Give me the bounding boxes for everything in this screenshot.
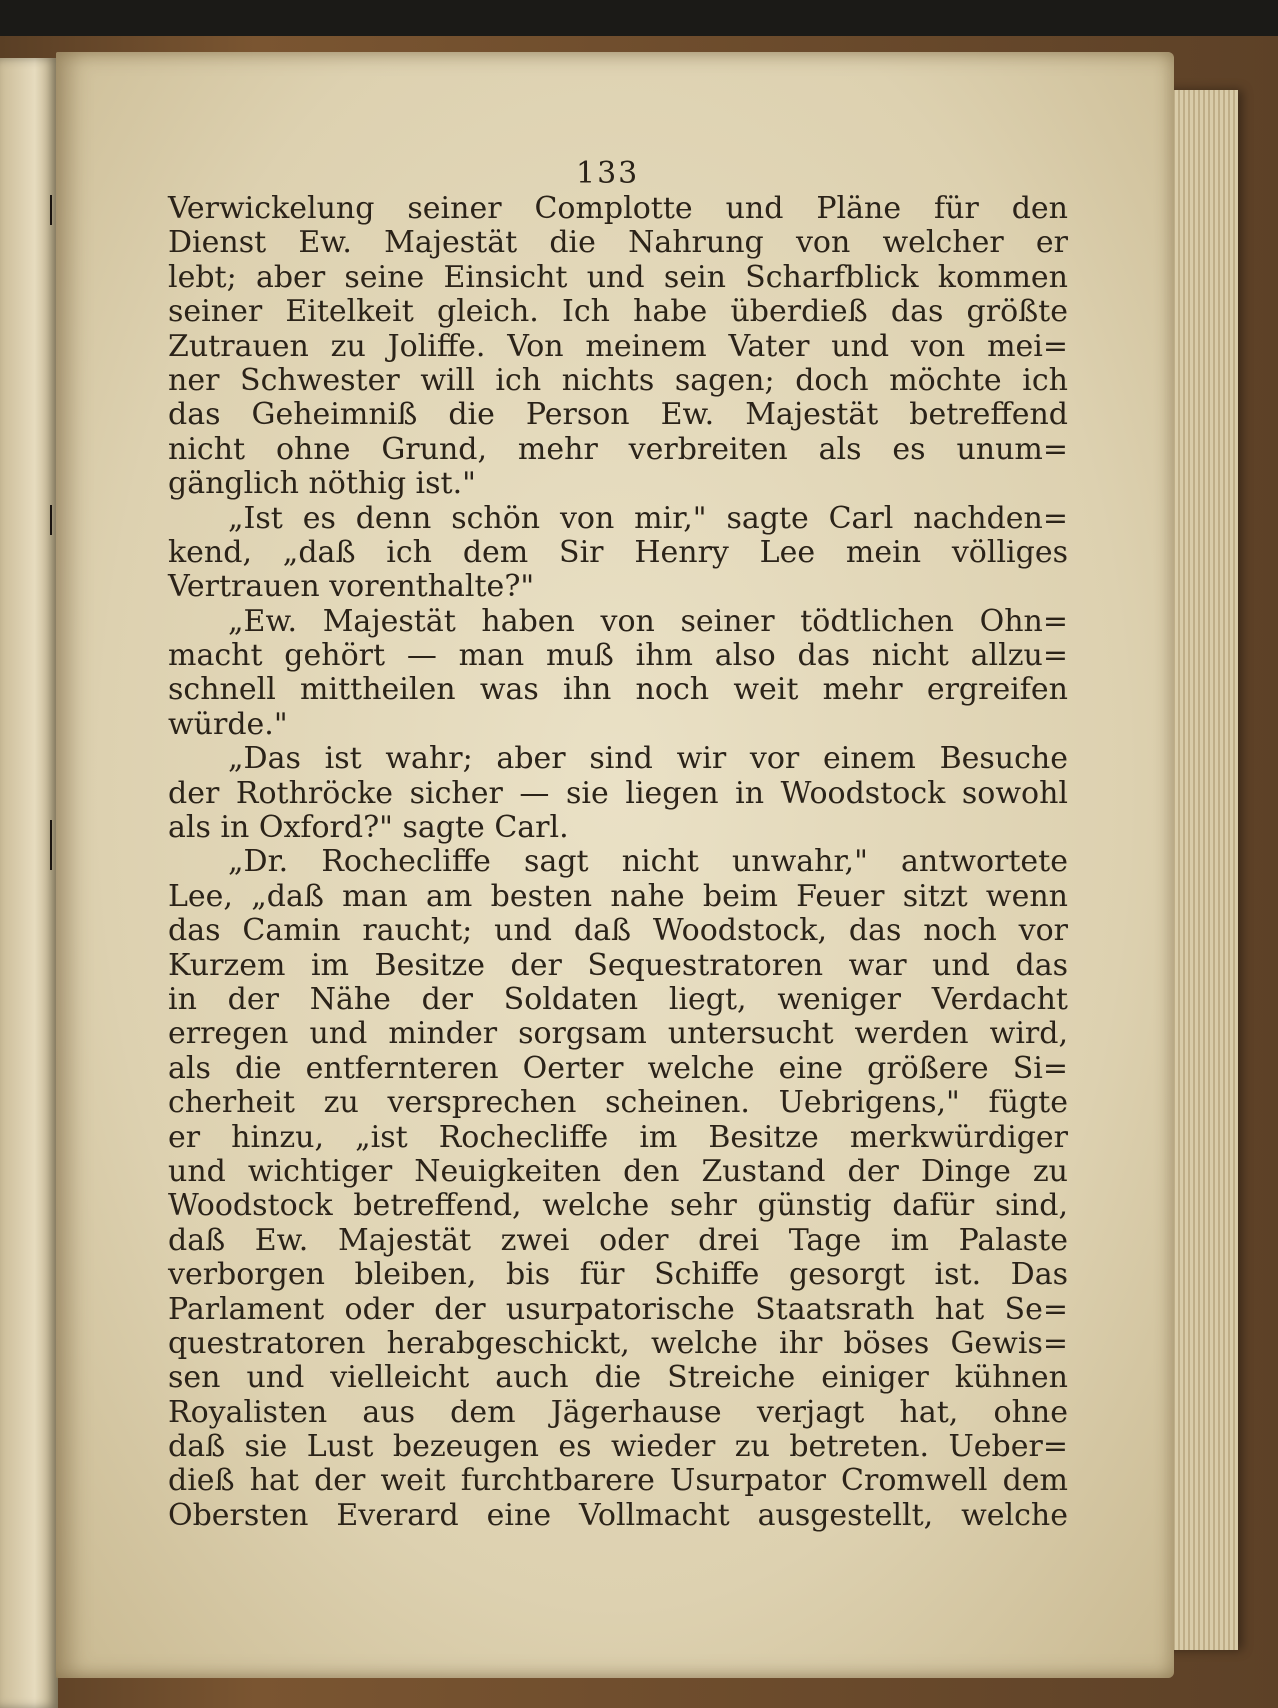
page-text — [168, 192, 1068, 1533]
text-line: Kurzem im Besitze der Sequestratoren war und das — [168, 947, 1068, 983]
text-line: macht gehört — man muß ihm also das nicht allzu= — [168, 638, 1068, 674]
margin-mark — [50, 195, 52, 225]
text-line: als in Oxford?" sagte Carl. — [168, 810, 569, 846]
margin-mark — [50, 505, 52, 535]
text-line: Vertrauen vorenthalte?" — [168, 569, 535, 605]
text-line: ner Schwester will ich nichts sagen; doch möchte ich — [168, 362, 1068, 398]
text-line: daß sie Lust bezeugen es wieder zu betreten. Ueber= — [168, 1429, 1068, 1465]
text-line: nicht ohne Grund, mehr verbreiten als es unum= — [168, 431, 1068, 467]
text-line: als die entfernteren Oerter welche eine größere Si= — [168, 1050, 1068, 1086]
text-line: Woodstock betreffend, welche sehr günstig dafür sind, — [168, 1188, 1068, 1224]
text-line: kend, „daß ich dem Sir Henry Lee mein völliges — [168, 534, 1068, 570]
text-line: Parlament oder der usurpatorische Staatsrath hat Se= — [168, 1291, 1068, 1327]
text-line: „Ew. Majestät haben von seiner tödtlichen Ohn= — [228, 603, 1068, 639]
text-line: Obersten Everard eine Vollmacht ausgestellt, welche — [168, 1497, 1068, 1533]
text-line: Lee, „daß man am besten nahe beim Feuer sitzt wenn — [168, 878, 1068, 914]
text-line: das Camin raucht; und daß Woodstock, das noch vor — [168, 913, 1068, 949]
text-line: cherheit zu versprechen scheinen. Uebrigens," fügte — [168, 1085, 1068, 1121]
text-line: Verwickelung seiner Complotte und Pläne für den — [168, 191, 1068, 226]
margin-mark — [50, 820, 52, 870]
text-line: Dienst Ew. Majestät die Nahrung von welcher er — [168, 225, 1068, 261]
text-line: Zutrauen zu Joliffe. Von meinem Vater und von mei= — [168, 328, 1068, 364]
text-line: „Dr. Rochecliffe sagt nicht unwahr," antwortete — [228, 844, 1068, 880]
text-line: sen und vielleicht auch die Streiche einiger kühnen — [168, 1360, 1068, 1396]
text-line: würde." — [168, 706, 288, 742]
left-page-edge — [0, 58, 58, 1708]
text-line: er hinzu, „ist Rochecliffe im Besitze merkwürdiger — [168, 1119, 1068, 1155]
text-line: gänglich nöthig ist." — [168, 466, 476, 502]
text-line: lebt; aber seine Einsicht und sein Scharfblick kommen — [168, 259, 1068, 295]
text-line: questratoren herabgeschickt, welche ihr böses Gewis= — [168, 1325, 1068, 1361]
text-line: „Ist es denn schön von mir," sagte Carl nachden= — [228, 500, 1068, 536]
text-line: in der Nähe der Soldaten liegt, weniger Verdacht — [168, 981, 1068, 1017]
text-line: und wichtiger Neuigkeiten den Zustand der Dinge zu — [168, 1153, 1068, 1189]
text-line: dieß hat der weit furchtbarere Usurpator Cromwell dem — [168, 1463, 1068, 1499]
page-number: 133 — [576, 156, 640, 191]
text-line: daß Ew. Majestät zwei oder drei Tage im Palaste — [168, 1222, 1068, 1258]
text-line: seiner Eitelkeit gleich. Ich habe überdieß das größte — [168, 294, 1068, 330]
text-line: schnell mittheilen was ihn noch weit mehr ergreifen — [168, 672, 1068, 708]
text-line: Royalisten aus dem Jägerhause verjagt hat, ohne — [168, 1394, 1068, 1430]
text-line: das Geheimniß die Person Ew. Majestät betreffend — [168, 397, 1068, 433]
text-line: erregen und minder sorgsam untersucht werden wird, — [168, 1016, 1068, 1052]
text-line: „Das ist wahr; aber sind wir vor einem Besuche — [228, 741, 1068, 777]
book-page — [56, 52, 1174, 1678]
text-line: der Rothröcke sicher — sie liegen in Woodstock sowohl — [168, 775, 1068, 811]
text-line: verborgen bleiben, bis für Schiffe gesorgt ist. Das — [168, 1257, 1068, 1293]
